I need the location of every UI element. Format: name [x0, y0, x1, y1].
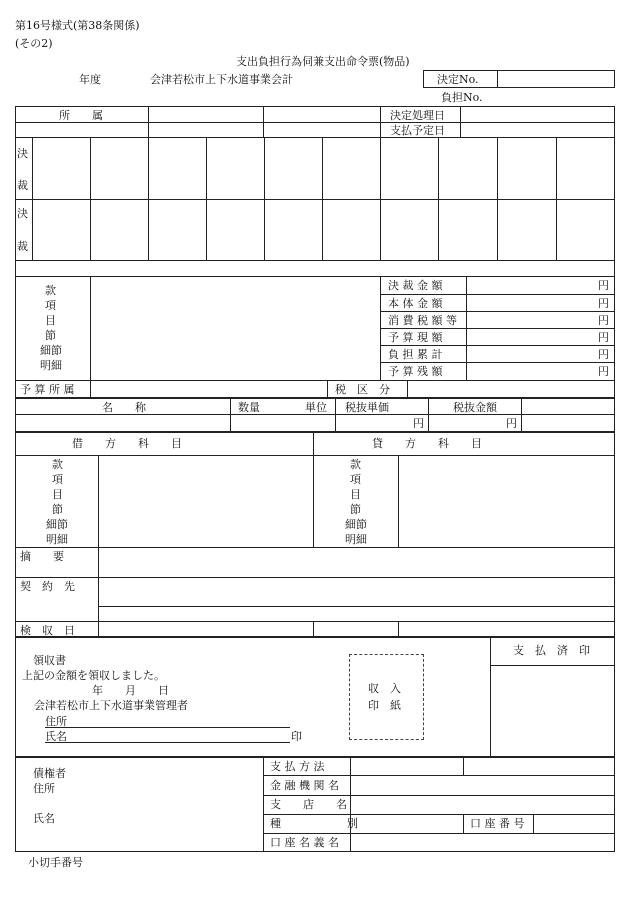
payment-date-label: 支払予定日	[390, 124, 445, 137]
fiscal-year-label: 年度	[79, 73, 101, 86]
debit-saisetsu: 細節	[46, 518, 68, 531]
branch-name-label: 支 店 名	[270, 798, 347, 811]
receipt-name-label: 氏名	[45, 730, 67, 743]
receipt-address-label: 住所	[45, 715, 67, 728]
affiliation-label: 所 属	[59, 109, 103, 122]
receipt-text: 上記の金額を領収しました。	[22, 669, 165, 682]
credit-setsu: 節	[350, 503, 361, 516]
unit-price-header: 税抜単価	[345, 401, 389, 414]
creditor-name-label: 氏名	[33, 812, 55, 825]
budget-level-meisai: 明細	[40, 359, 62, 372]
budget-affiliation-label: 予 算 所 属	[20, 383, 75, 396]
budget-level-setsu: 節	[45, 329, 56, 342]
debit-meisai: 明細	[46, 533, 68, 546]
burden-no-label: 負担No.	[441, 91, 483, 104]
receipt-date: 年 月 日	[92, 684, 169, 697]
debit-kou: 項	[52, 473, 63, 486]
approval-label-1a: 決	[17, 147, 28, 160]
yen-unit: 円	[413, 417, 424, 430]
credit-meisai: 明細	[345, 533, 367, 546]
org-name: 会津若松市上下水道事業会計	[150, 73, 293, 86]
amount-header: 税抜金額	[453, 401, 497, 414]
yen-unit: 円	[598, 297, 609, 310]
budget-level-saisetsu: 細節	[40, 344, 62, 357]
main-table	[15, 106, 615, 398]
credit-saisetsu: 細節	[345, 518, 367, 531]
budget-remaining-label: 予 算 残 額	[388, 365, 443, 378]
decision-date-label: 決定処理日	[390, 109, 445, 122]
check-number-label: 小切手番号	[28, 856, 83, 869]
debit-header: 借 方 科 目	[72, 437, 182, 450]
approval-label-2b: 裁	[17, 240, 28, 253]
creditor-address-label: 住所	[33, 782, 55, 795]
paid-stamp-label: 支 払 済 印	[513, 644, 590, 657]
credit-kan: 款	[350, 458, 361, 471]
yen-unit: 円	[598, 331, 609, 344]
base-amount-label: 本 体 金 額	[388, 297, 443, 310]
decision-amount-label: 決 裁 金 額	[388, 279, 443, 292]
revenue-stamp-box	[349, 654, 424, 740]
yen-unit: 円	[598, 279, 609, 292]
summary-label: 摘 要	[20, 550, 64, 563]
contractor-label: 契 約 先	[20, 580, 75, 593]
account-type-label: 種 別	[270, 817, 358, 830]
creditor-label: 債権者	[33, 767, 66, 780]
tax-amount-label: 消 費 税 額 等	[388, 314, 457, 327]
credit-header: 貸 方 科 目	[372, 437, 482, 450]
revenue-stamp-label-1: 収 入	[368, 682, 401, 695]
approval-label-2a: 決	[17, 207, 28, 220]
yen-unit: 円	[598, 365, 609, 378]
debit-kan: 款	[52, 458, 63, 471]
budget-level-kou: 項	[45, 299, 56, 312]
current-budget-label: 予 算 現 額	[388, 331, 443, 344]
form-title: 支出負担行為伺兼支出命令票(物品)	[236, 55, 410, 68]
payment-method-label: 支 払 方 法	[270, 760, 325, 773]
credit-moku: 目	[350, 488, 361, 501]
burden-total-label: 負 担 累 計	[388, 348, 443, 361]
yen-unit: 円	[598, 348, 609, 361]
budget-level-kan: 款	[45, 284, 56, 297]
yen-unit: 円	[506, 417, 517, 430]
receipt-seal-label: 印	[291, 730, 302, 743]
form-number: 第16号様式(第38条関係)	[15, 19, 140, 32]
account-number-label: 口 座 番 号	[470, 817, 525, 830]
receipt-manager: 会津若松市上下水道事業管理者	[34, 699, 188, 712]
debit-moku: 目	[52, 488, 63, 501]
account-holder-label: 口 座 名 義 名	[270, 836, 339, 849]
budget-level-moku: 目	[45, 314, 56, 327]
form-part: (その2)	[15, 37, 53, 50]
unit-header: 単位	[305, 401, 327, 414]
bank-name-label: 金 融 機 関 名	[270, 779, 339, 792]
inspection-date-label: 検 収 日	[20, 624, 75, 637]
approval-label-1b: 裁	[17, 179, 28, 192]
decision-no-label: 決定No.	[437, 73, 479, 86]
tax-class-label: 税 区 分	[335, 383, 390, 396]
yen-unit: 円	[598, 314, 609, 327]
item-name-header: 名 称	[102, 401, 146, 414]
revenue-stamp-label-2: 印 紙	[368, 699, 401, 712]
debit-setsu: 節	[52, 503, 63, 516]
credit-kou: 項	[350, 473, 361, 486]
receipt-title: 領収書	[33, 654, 66, 667]
quantity-header: 数量	[238, 401, 260, 414]
